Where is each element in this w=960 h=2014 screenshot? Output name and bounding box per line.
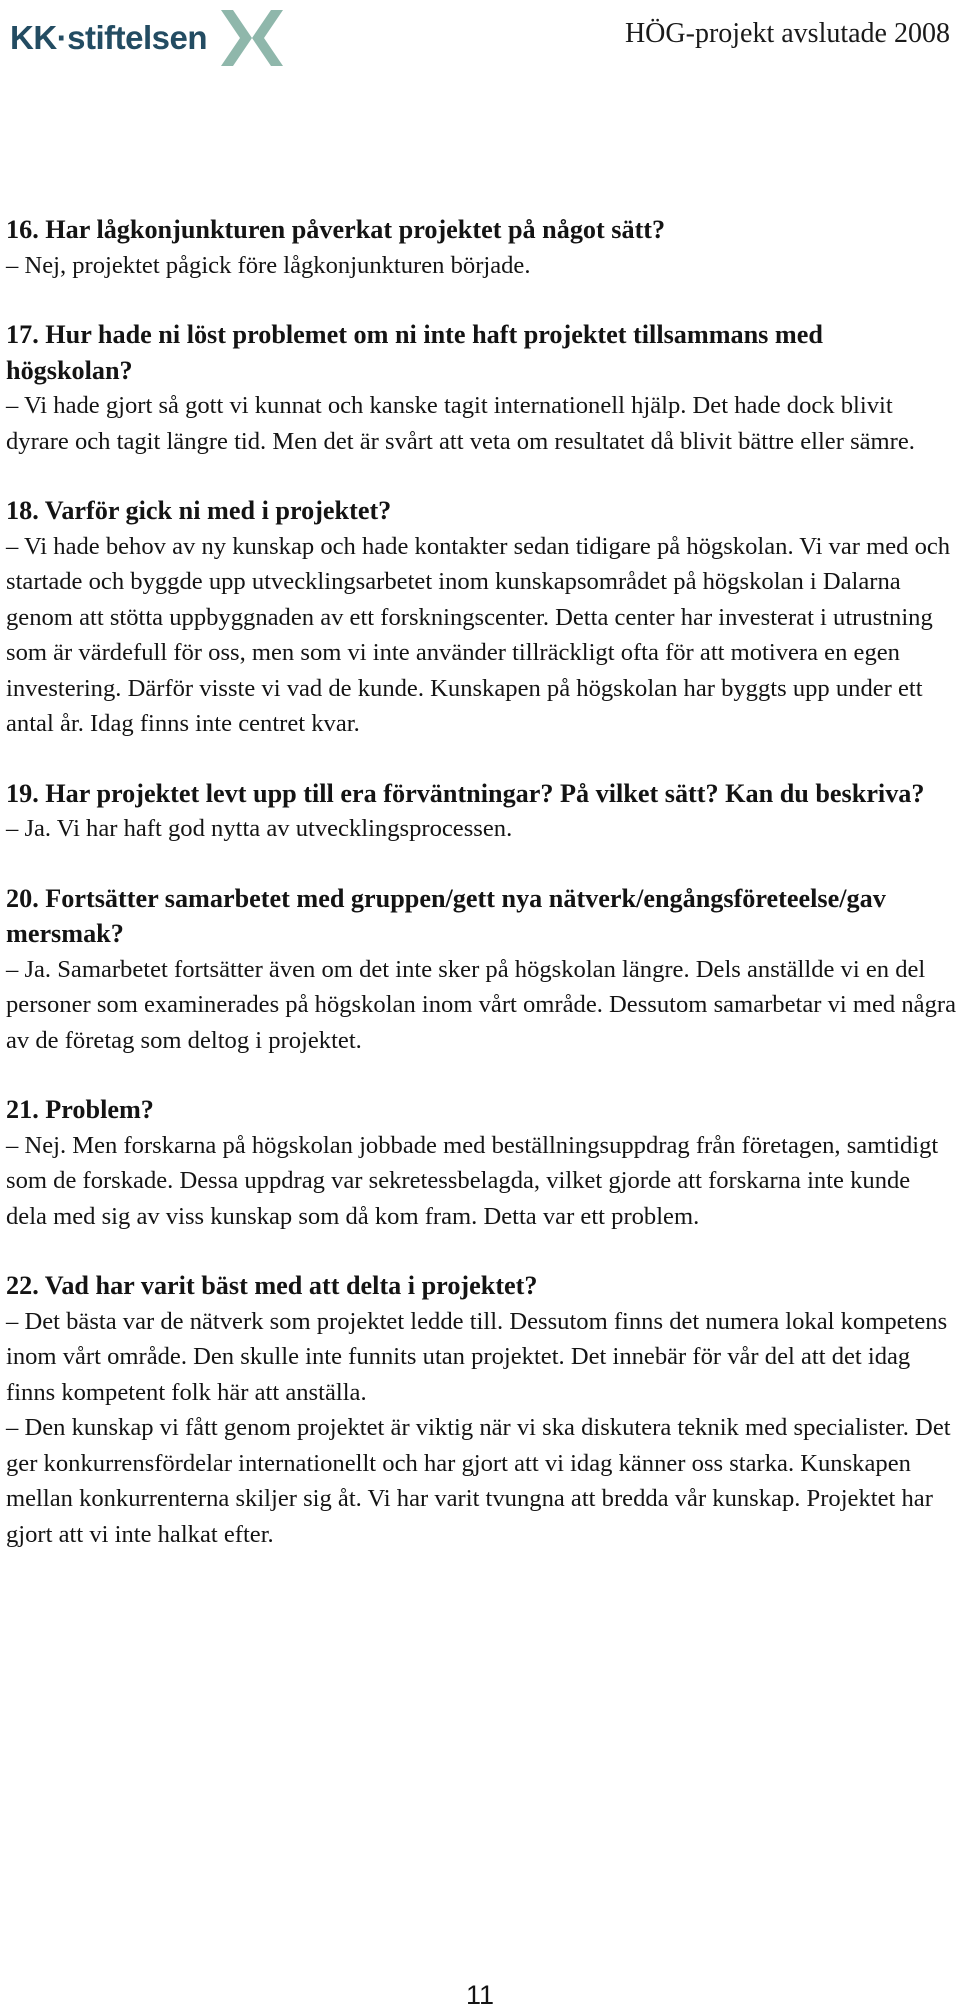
question: 20. Fortsätter samarbetet med gruppen/gett nya nätverk/engångsföreteelse/gav mersmak?: [6, 883, 886, 948]
qa-item: [6, 881, 956, 1059]
answer: – Den kunskap vi fått genom projektet är viktig när vi ska diskutera teknik med specialister. Det ger konkurrensfördelar internationellt och har gjort att vi idag känner oss starka. Kunskapen mellan konkurrenterna skiljer sig åt. Vi har varit tvungna att bredda vår kunskap. Projektet har gjort att vi inte halkat efter.: [6, 1414, 951, 1548]
question: 17. Hur hade ni löst problemet om ni inte haft projektet tillsammans med högskolan?: [6, 320, 823, 385]
qa-item: [6, 317, 956, 459]
answer: – Nej. Men forskarna på högskolan jobbade med beställningsuppdrag från företagen, samtidigt som de forskade. Dessa uppdrag var sekretessbelagda, vilket gjorde att forskarna inte kunde dela med sig av viss kunskap som då kom fram. Detta var ett problem.: [6, 1131, 939, 1230]
page-header: [0, 0, 960, 80]
qa-item: [6, 1092, 956, 1234]
page-number: 11: [465, 1980, 495, 2010]
answer: – Ja. Vi har haft god nytta av utvecklingsprocessen.: [6, 815, 513, 842]
question: 19. Har projektet levt upp till era förväntningar? På vilket sätt? Kan du beskriva?: [6, 778, 925, 808]
answer: – Det bästa var de nätverk som projektet ledde till. Dessutom finns det numera lokal kompetens inom vårt område. Den skulle inte funnits utan projektet. Det innebär för vår del att det idag finns kompetent folk här att anställa.: [6, 1307, 948, 1406]
qa-item: [6, 776, 956, 847]
question: 22. Vad har varit bäst med att delta i projektet?: [6, 1271, 538, 1300]
qa-item: [6, 1268, 956, 1552]
question: 18. Varför gick ni med i projektet?: [6, 496, 392, 525]
kk-stiftelsen-logo: [10, 8, 283, 68]
answer: – Ja. Samarbetet fortsätter även om det inte sker på högskolan längre. Dels anställde vi en del personer som examinerades på högskolan inom vårt område. Dessutom samarbetar vi med några av de företag som deltog i projektet.: [6, 955, 956, 1054]
qa-content: [6, 212, 956, 1586]
answer: – Nej, projektet pågick före lågkonjunkturen började.: [6, 251, 531, 279]
qa-item: [6, 493, 956, 742]
answer: – Vi hade behov av ny kunskap och hade kontakter sedan tidigare på högskolan. Vi var med och startade och byggde upp utvecklingsarbetet inom kunskapsområdet på högskolan i Dalarna genom att stötta uppbyggnaden av ett forskningscenter. Detta center har investerat i utrustning som är värdefull för oss, men som vi inte använder tillräckligt ofta för att motivera en egen investering. Därför visste vi vad de kunde. Kunskapen på högskolan har byggts upp under ett antal år. Idag finns inte centret kvar.: [6, 532, 951, 737]
question: 16. Har lågkonjunkturen påverkat projektet på något sätt?: [6, 215, 666, 244]
qa-item: [6, 212, 956, 283]
logo-text: KK·stiftelsen: [10, 19, 208, 56]
answer: – Vi hade gjort så gott vi kunnat och kanske tagit internationell hjälp. Det hade dock blivit dyrare och tagit längre tid. Men det är svårt att veta om resultatet då blivit bättre eller sämre.: [6, 392, 915, 455]
document-header-title: HÖG-projekt avslutade 2008: [624, 18, 950, 49]
question: 21. Problem?: [6, 1095, 154, 1124]
double-chevron-logo-icon: [221, 10, 283, 66]
